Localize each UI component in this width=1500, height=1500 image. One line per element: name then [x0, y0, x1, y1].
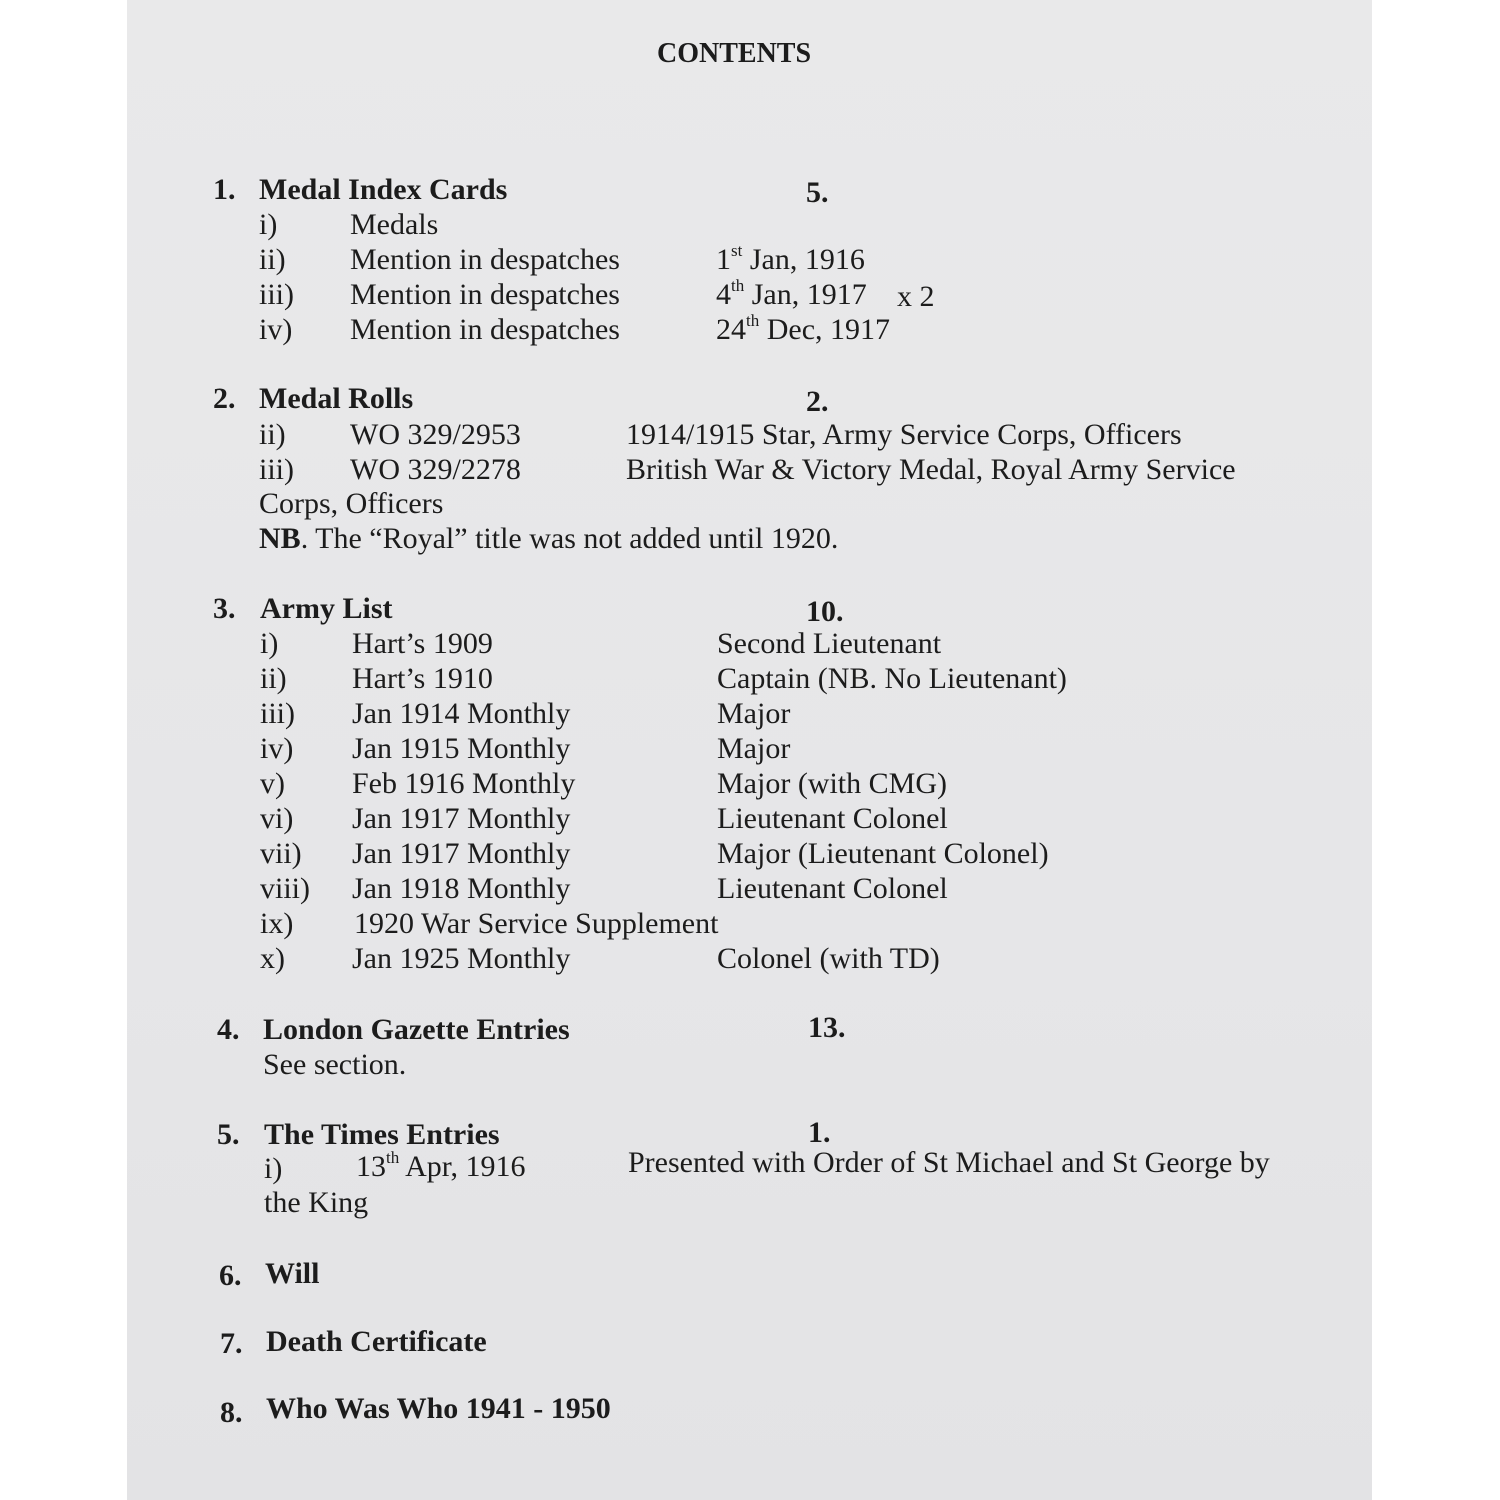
item-number: iv)	[259, 313, 293, 346]
item-label: 1920 War Service Supplement	[354, 907, 719, 940]
item-number: iii)	[259, 453, 294, 486]
item-description: Lieutenant Colonel	[717, 802, 948, 835]
section-number: 7.	[220, 1327, 243, 1360]
item-description: Major (with CMG)	[717, 767, 947, 800]
item-description: Second Lieutenant	[717, 627, 942, 660]
section-page-number: 10.	[806, 595, 844, 628]
section-number: 6.	[219, 1259, 242, 1292]
section-number: 4.	[217, 1013, 240, 1046]
item-number: i)	[260, 627, 279, 660]
item-description: 1914/1915 Star, Army Service Corps, Officers	[626, 418, 1182, 451]
item-label: Mention in despatches	[350, 243, 620, 276]
section-page-number: 2.	[806, 385, 829, 418]
section-number: 8.	[220, 1396, 243, 1429]
item-number: vi)	[260, 802, 294, 835]
item-label: Jan 1925 Monthly	[352, 942, 571, 975]
section-note: NB. The “Royal” title was not added until 1920.	[259, 522, 839, 555]
item-description: British War & Victory Medal, Royal Army Service	[626, 453, 1236, 486]
section-page-number: 13.	[808, 1011, 846, 1044]
section-heading: Army List	[260, 592, 393, 625]
section-heading: Death Certificate	[266, 1325, 487, 1358]
item-number: ii)	[259, 243, 286, 276]
item-label: Hart’s 1909	[352, 627, 493, 660]
item-date: 4th Jan, 1917	[716, 276, 867, 311]
section-heading: The Times Entries	[264, 1118, 500, 1151]
section-heading: Who Was Who 1941 - 1950	[266, 1392, 611, 1425]
item-number: i)	[259, 208, 278, 241]
item-number: v)	[260, 767, 285, 800]
section-heading: Medal Index Cards	[259, 173, 508, 206]
section-page-number: 5.	[806, 176, 829, 209]
item-date: 13th Apr, 1916	[356, 1148, 526, 1183]
item-date: 1st Jan, 1916	[716, 241, 865, 276]
item-description: Major	[717, 732, 791, 765]
item-label: Jan 1917 Monthly	[352, 837, 571, 870]
section-heading: Will	[265, 1257, 320, 1290]
item-description: Captain (NB. No Lieutenant)	[717, 662, 1067, 695]
section-page-number: 1.	[808, 1116, 831, 1149]
page-title: CONTENTS	[657, 38, 812, 69]
item-description: Major (Lieutenant Colonel)	[717, 837, 1049, 870]
item-description: Presented with Order of St Michael and St George by	[628, 1146, 1270, 1179]
item-label: Feb 1916 Monthly	[352, 767, 576, 800]
item-description: Colonel (with TD)	[717, 942, 940, 975]
section-heading: London Gazette Entries	[263, 1013, 570, 1046]
item-number: x)	[260, 942, 285, 975]
item-label: WO 329/2953	[350, 418, 521, 451]
item-label: Hart’s 1910	[352, 662, 493, 695]
item-number: iii)	[260, 697, 295, 730]
item-label: Jan 1917 Monthly	[352, 802, 571, 835]
item-number: iii)	[259, 278, 294, 311]
item-label: Mention in despatches	[350, 313, 620, 346]
item-description-continued: Corps, Officers	[259, 487, 444, 520]
item-number: ii)	[260, 662, 287, 695]
item-label: Jan 1914 Monthly	[352, 697, 571, 730]
item-number: vii)	[260, 837, 302, 870]
section-number: 5.	[217, 1118, 240, 1151]
item-number: iv)	[260, 732, 294, 765]
item-number: ix)	[260, 907, 294, 940]
item-description: Lieutenant Colonel	[717, 872, 948, 905]
item-number: ii)	[259, 418, 286, 451]
item-label: Jan 1915 Monthly	[352, 732, 571, 765]
item-label: Medals	[350, 208, 439, 241]
item-description-continued: the King	[264, 1186, 369, 1219]
section-number: 2.	[213, 382, 236, 415]
item-label: Mention in despatches	[350, 278, 620, 311]
section-number: 3.	[213, 592, 236, 625]
item-date: 24th Dec, 1917	[716, 311, 891, 346]
item-label: Jan 1918 Monthly	[352, 872, 571, 905]
item-description: Major	[717, 697, 791, 730]
item-number: viii)	[260, 872, 310, 905]
section-subtext: See section.	[263, 1048, 407, 1081]
item-multiplier: x 2	[897, 280, 935, 313]
section-number: 1.	[213, 173, 236, 206]
section-heading: Medal Rolls	[259, 382, 414, 415]
item-number: i)	[264, 1152, 283, 1185]
item-label: WO 329/2278	[350, 453, 521, 486]
